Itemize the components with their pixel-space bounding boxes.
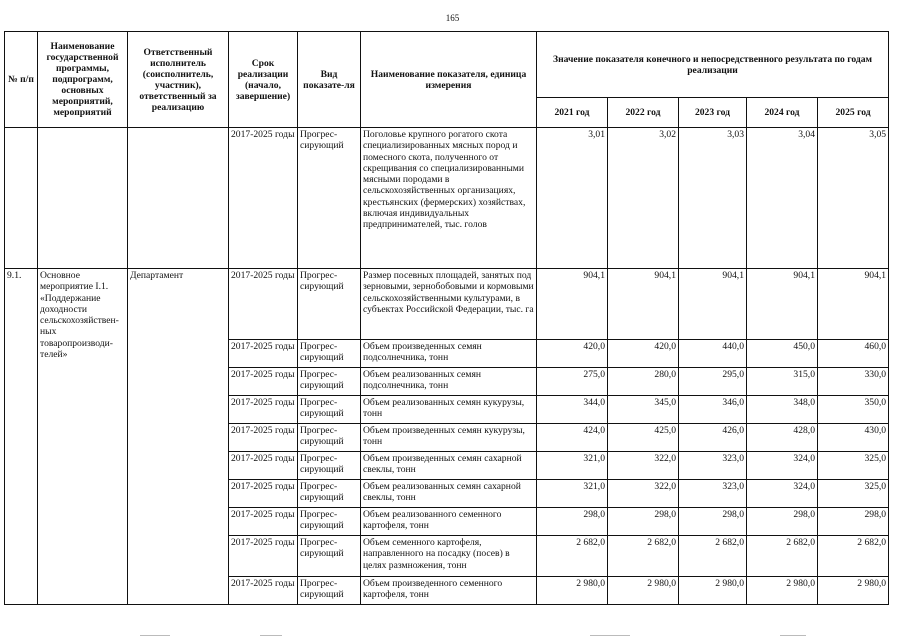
cell-period: 2017-2025 годы [229, 269, 298, 340]
cell-indicator: Размер посевных площадей, занятых под зерновыми, зернобобовыми и кормовыми сельскохозяйственными культурами, в субъектах Российской Федерации, тыс. га [361, 269, 537, 340]
cell-value: 323,0 [679, 452, 747, 480]
cell-value: 2 682,0 [537, 536, 608, 577]
header-year: 2025 год [818, 98, 889, 128]
cell-value: 2 980,0 [537, 577, 608, 605]
cell-value: 346,0 [679, 396, 747, 424]
cell-type: Прогрес-сирующий [298, 508, 361, 536]
cell-value: 350,0 [818, 396, 889, 424]
cell-indicator: Объем произведенного семенного картофеля, тонн [361, 577, 537, 605]
header-period: Срок реализации (начало, завершение) [229, 32, 298, 128]
cell-value: 3,01 [537, 128, 608, 269]
cell-value: 324,0 [747, 452, 818, 480]
cell-value: 322,0 [608, 452, 679, 480]
cell-value: 440,0 [679, 340, 747, 368]
header-indicator-name: Наименование показателя, единица измерения [361, 32, 537, 128]
table-row [5, 128, 889, 269]
cell-value: 430,0 [818, 424, 889, 452]
cell-value: 450,0 [747, 340, 818, 368]
cell-type: Прогрес-сирующий [298, 128, 361, 269]
cell-value: 298,0 [537, 508, 608, 536]
cell-value: 904,1 [608, 269, 679, 340]
cell-period: 2017-2025 годы [229, 577, 298, 605]
cell-value: 280,0 [608, 368, 679, 396]
cell-value: 330,0 [818, 368, 889, 396]
indicator-table [4, 31, 889, 605]
cell-value: 275,0 [537, 368, 608, 396]
cell-value: 2 682,0 [608, 536, 679, 577]
cell-period: 2017-2025 годы [229, 452, 298, 480]
cell-value: 298,0 [679, 508, 747, 536]
cell-value: 904,1 [537, 269, 608, 340]
header-values-group: Значение показателя конечного и непосредственного результата по годам реализации [537, 32, 889, 98]
scan-artifact [140, 635, 170, 636]
cell-period: 2017-2025 годы [229, 396, 298, 424]
cell-value: 298,0 [818, 508, 889, 536]
cell-type: Прогрес-сирующий [298, 452, 361, 480]
cell-value: 298,0 [608, 508, 679, 536]
cell-period: 2017-2025 годы [229, 508, 298, 536]
header-year: 2023 год [679, 98, 747, 128]
cell-value: 345,0 [608, 396, 679, 424]
cell-period: 2017-2025 годы [229, 128, 298, 269]
header-year: 2022 год [608, 98, 679, 128]
cell-no: 9.1. [5, 269, 38, 605]
table-row [5, 269, 889, 340]
scan-artifact [780, 635, 806, 636]
cell-indicator: Объем реализованных семян сахарной свеклы, тонн [361, 480, 537, 508]
scan-artifact [590, 635, 630, 636]
cell-indicator: Объем произведенных семян сахарной свеклы, тонн [361, 452, 537, 480]
cell-indicator: Объем произведенных семян подсолнечника, тонн [361, 340, 537, 368]
cell-value: 322,0 [608, 480, 679, 508]
cell-value: 298,0 [747, 508, 818, 536]
cell-value: 295,0 [679, 368, 747, 396]
cell-type: Прогрес-сирующий [298, 577, 361, 605]
cell-value: 904,1 [818, 269, 889, 340]
cell-type: Прогрес-сирующий [298, 424, 361, 452]
cell-value: 420,0 [537, 340, 608, 368]
cell-no [5, 128, 38, 269]
cell-value: 2 980,0 [747, 577, 818, 605]
cell-executor [128, 128, 229, 269]
header-no: № п/п [5, 32, 38, 128]
cell-program-name [38, 128, 128, 269]
page-number: 165 [445, 13, 460, 23]
header-executor: Ответственный исполнитель (соисполнитель, участник), ответственный за реализацию [128, 32, 229, 128]
cell-value: 325,0 [818, 480, 889, 508]
cell-value: 2 682,0 [747, 536, 818, 577]
cell-value: 3,03 [679, 128, 747, 269]
cell-type: Прогрес-сирующий [298, 368, 361, 396]
cell-indicator: Объем реализованных семян кукурузы, тонн [361, 396, 537, 424]
cell-value: 3,02 [608, 128, 679, 269]
header-program-name: Наименование государственной программы, подпрограмм, основных мероприятий, мероприятий [38, 32, 128, 128]
cell-indicator: Объем реализованного семенного картофеля, тонн [361, 508, 537, 536]
cell-type: Прогрес-сирующий [298, 340, 361, 368]
cell-period: 2017-2025 годы [229, 536, 298, 577]
header-year: 2024 год [747, 98, 818, 128]
cell-type: Прогрес-сирующий [298, 269, 361, 340]
header-year: 2021 год [537, 98, 608, 128]
cell-type: Прогрес-сирующий [298, 396, 361, 424]
cell-value: 420,0 [608, 340, 679, 368]
cell-program-name: Основное мероприятие I.1. «Поддержание доходности сельскохозяйствен-ных товаропроизводи-телей» [38, 269, 128, 605]
cell-value: 323,0 [679, 480, 747, 508]
cell-value: 3,05 [818, 128, 889, 269]
cell-period: 2017-2025 годы [229, 340, 298, 368]
cell-value: 426,0 [679, 424, 747, 452]
cell-value: 2 980,0 [679, 577, 747, 605]
cell-value: 904,1 [747, 269, 818, 340]
cell-indicator: Объем реализованных семян подсолнечника, тонн [361, 368, 537, 396]
cell-value: 325,0 [818, 452, 889, 480]
cell-value: 904,1 [679, 269, 747, 340]
header-indicator-type: Вид показате-ля [298, 32, 361, 128]
cell-period: 2017-2025 годы [229, 424, 298, 452]
cell-value: 2 980,0 [608, 577, 679, 605]
cell-value: 324,0 [747, 480, 818, 508]
cell-executor: Департамент [128, 269, 229, 605]
cell-value: 344,0 [537, 396, 608, 424]
cell-value: 428,0 [747, 424, 818, 452]
cell-value: 425,0 [608, 424, 679, 452]
cell-indicator: Поголовье крупного рогатого скота специализированных мясных пород и помесного скота, полученного от скрещивания со специализированными мясными породами в сельскохозяйственных организациях, крестьянских (фермерских) хозяйствах, включая индивидуальных предпринимателей, тыс. голов [361, 128, 537, 269]
cell-value: 2 682,0 [818, 536, 889, 577]
cell-value: 424,0 [537, 424, 608, 452]
cell-value: 348,0 [747, 396, 818, 424]
cell-type: Прогрес-сирующий [298, 480, 361, 508]
cell-period: 2017-2025 годы [229, 480, 298, 508]
cell-value: 460,0 [818, 340, 889, 368]
cell-value: 3,04 [747, 128, 818, 269]
cell-value: 321,0 [537, 480, 608, 508]
cell-indicator: Объем произведенных семян кукурузы, тонн [361, 424, 537, 452]
cell-period: 2017-2025 годы [229, 368, 298, 396]
cell-value: 315,0 [747, 368, 818, 396]
cell-type: Прогрес-сирующий [298, 536, 361, 577]
cell-value: 2 980,0 [818, 577, 889, 605]
scan-artifact [260, 635, 282, 636]
cell-indicator: Объем семенного картофеля, направленного на посадку (посев) в целях размножения, тонн [361, 536, 537, 577]
cell-value: 2 682,0 [679, 536, 747, 577]
scan-bottom-edge [0, 632, 905, 640]
cell-value: 321,0 [537, 452, 608, 480]
